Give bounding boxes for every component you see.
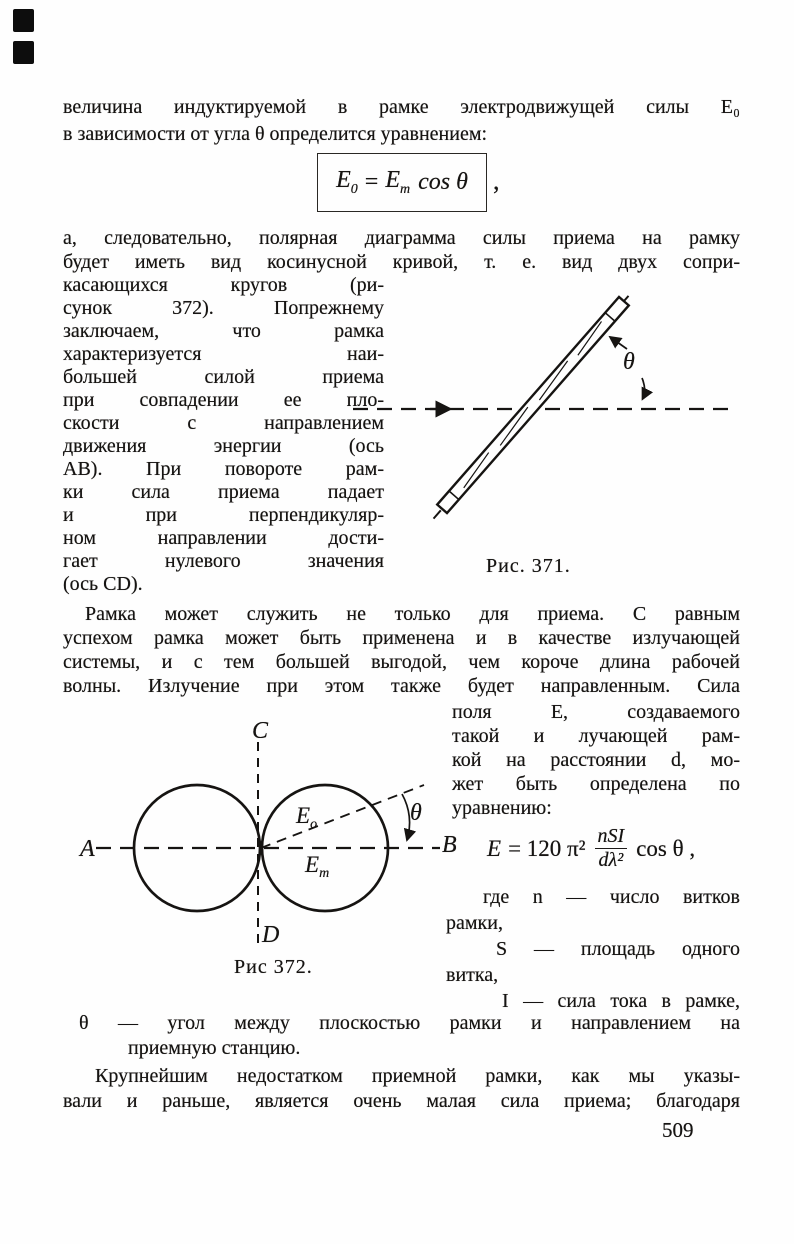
text-line: вали и раньше, является очень малая сила приема; благодаря [63, 1090, 740, 1112]
theta-leader-arrow [610, 337, 627, 349]
formula-field-strength [487, 826, 695, 871]
left-text-column [63, 274, 384, 596]
text-line: большей силой приема [63, 366, 384, 388]
point-c-label: C [252, 718, 269, 744]
e0-vector-dashed-line [261, 785, 424, 848]
text-line: рамки, [446, 912, 503, 934]
text-line: в зависимости от угла θ определится уравнением: [63, 123, 488, 145]
text-line: будет иметь вид косинусной кривой, т. е. вид двух сопри- [63, 251, 740, 273]
text-line: приемную станцию. [128, 1037, 301, 1059]
text-line: и при перпендикуляр- [63, 504, 384, 526]
point-d-label: D [262, 922, 280, 948]
e0-label: $E_o$ [296, 803, 318, 832]
figure-372-polar-pattern [75, 703, 460, 953]
em-label: $E_m$ [305, 852, 330, 881]
text-line: такой и лучающей рам- [452, 725, 740, 747]
text-line: касающихся кругов (ри- [63, 274, 384, 296]
formula-emf-box [317, 153, 487, 212]
text-line: Крупнейшим недостатком приемной рамки, как мы указы- [95, 1065, 740, 1087]
text-line: поля E, создаваемого [452, 701, 740, 723]
text-line: S — площадь одного [496, 938, 740, 960]
text-line: а, следовательно, полярная диаграмма силы приема на рамку [63, 227, 740, 249]
text-line: величина индуктируемой в рамке электродвижущей силы E₀ [63, 96, 740, 118]
figure-371-caption: Рис. 371. [486, 555, 571, 577]
text-line: сунок 372). Попрежнему [63, 297, 384, 319]
formula-variable: $E_m$ [385, 167, 411, 197]
loop-rod [437, 297, 629, 513]
text-line: характеризуется наи- [63, 343, 384, 365]
point-a-label: A [80, 836, 95, 862]
text-line: кой на расстоянии d, мо- [452, 749, 740, 771]
figure-371-loop-diagram [350, 282, 745, 548]
formula-variable: $E_0$ [336, 167, 358, 197]
formula-variable: E [487, 835, 502, 861]
theta-angle-arrow [402, 794, 410, 840]
fraction-numerator: nSI [597, 825, 625, 847]
formula-comma: , [493, 166, 500, 195]
text-line: где n — число витков [483, 886, 740, 908]
text-line: витка, [446, 964, 499, 986]
text-line: AB). При повороте рам- [63, 458, 384, 480]
text-line: заключаем, что рамка [63, 320, 384, 342]
text-line: уравнению: [452, 797, 552, 819]
variable-definitions [446, 884, 740, 1014]
paragraph-radiating-loop [63, 602, 740, 698]
paragraph-intro [63, 94, 740, 148]
text-line: скости с направлением [63, 412, 384, 434]
scan-artifact-mark [13, 9, 34, 32]
text-line: Рамка может служить не только для приема. С равным [85, 603, 740, 625]
text-line: гает нулевого значения [63, 550, 384, 572]
page-number: 509 [662, 1118, 694, 1142]
formula-fraction [594, 826, 629, 871]
theta-label: θ [623, 349, 635, 375]
fraction-denominator: dλ² [595, 848, 628, 871]
paragraph-drawback [63, 1064, 740, 1114]
text-line: I — сила тока в рамке, [502, 990, 740, 1012]
theta-angle-arrow [642, 378, 645, 399]
text-line: ном направлении дости- [63, 527, 384, 549]
formula-coefficient: = 120 π² [508, 835, 586, 861]
equals-sign: = [364, 169, 379, 195]
paragraph-polar-diagram [63, 226, 740, 274]
text-line: при совпадении ее пло- [63, 389, 384, 411]
scan-artifact-mark [13, 41, 34, 64]
text-line: волны. Излучение при этом также будет направленным. Сила [63, 675, 740, 697]
formula-cos-term: cos θ [418, 169, 468, 195]
text-line: (ось CD). [63, 573, 143, 595]
figure-372-caption: Рис 372. [234, 956, 313, 978]
text-line: θ — угол между плоскостью рамки и направлением на [79, 1012, 740, 1034]
loop-rod-group [429, 286, 639, 523]
text-line: успехом рамка может быть применена и в качестве излучающей [63, 627, 740, 649]
text-line: системы, и с тем большей выгодой, чем короче длина рабочей [63, 651, 740, 673]
theta-definition [79, 1011, 740, 1061]
theta-label: θ [410, 800, 422, 826]
formula-cos-term: cos θ , [636, 835, 696, 861]
text-line: жет быть определена по [452, 773, 740, 795]
point-b-label: B [442, 832, 457, 858]
text-line: движения энергии (ось [63, 435, 384, 457]
right-text-column [452, 700, 740, 820]
text-line: ки сила приема падает [63, 481, 384, 503]
